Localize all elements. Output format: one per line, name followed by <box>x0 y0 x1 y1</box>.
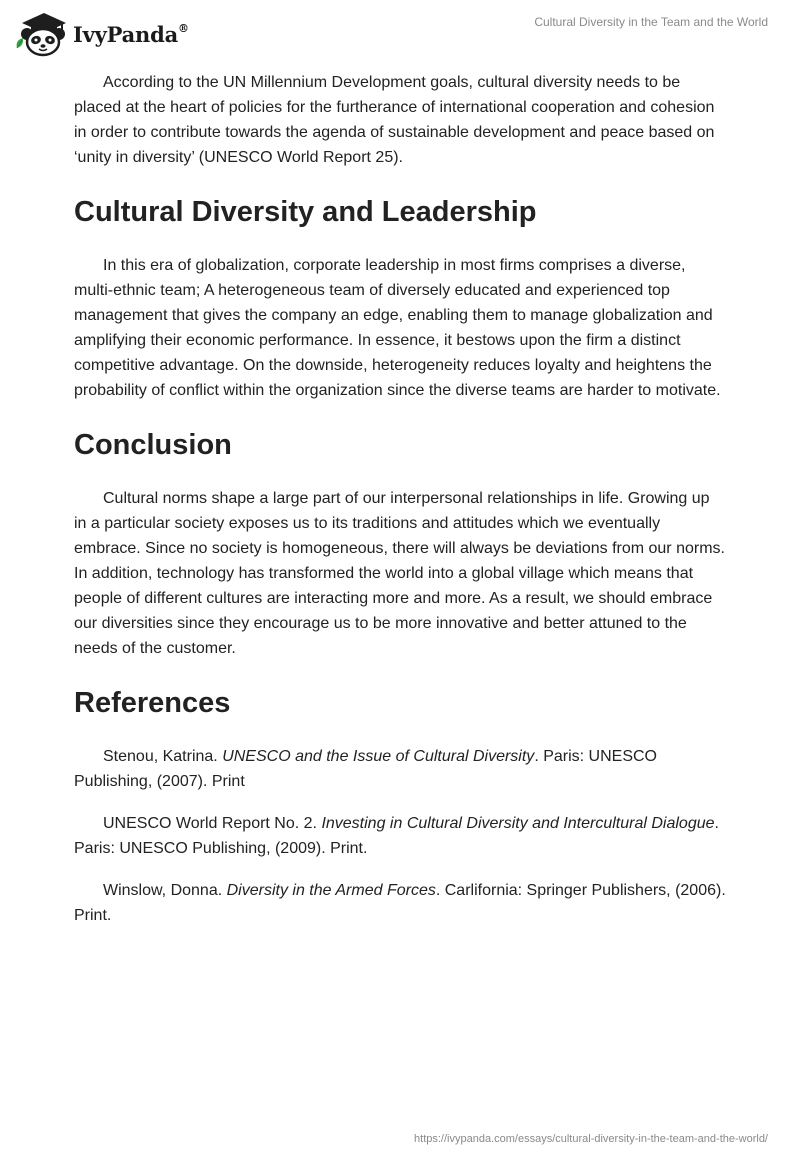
intro-paragraph: According to the UN Millennium Development goals, cultural diversity needs to be placed at the heart of policies for the furtherance of international cooperation and cohesion in order to contribute towards the agenda of sustainable development and peace based on ‘unity in diversity’ (UNESCO World Report 25). <box>74 74 715 166</box>
reference-item <box>74 811 726 861</box>
ivypanda-logo[interactable] <box>14 8 189 58</box>
brand-name-text: IvyPanda <box>73 21 179 47</box>
reference-title: Diversity in the Armed Forces <box>226 882 436 899</box>
reference-author: Stenou, Katrina. <box>103 748 223 765</box>
section-heading-conclusion: Conclusion <box>74 429 232 461</box>
registered-mark: ® <box>178 21 189 35</box>
reference-publisher: . Paris: UNESCO Publishing, (2007). Print <box>74 748 657 790</box>
source-url[interactable]: https://ivypanda.com/essays/cultural-diversity-in-the-team-and-the-world/ <box>414 1133 768 1145</box>
panda-graduate-icon <box>14 8 70 58</box>
conclusion-paragraph: Cultural norms shape a large part of our interpersonal relationships in life. Growing up in a particular society exposes us to its traditions and attitudes which we eventually embrace. Since no society is homogeneous, there will always be deviations from our norms. In addition, technology has transformed the world into a global village which means that people of different cultures are interacting more and more. As a result, we should embrace our diversities since they encourage us to be more innovative and better attuned to the needs of the customer. <box>74 490 725 657</box>
reference-title: Investing in Cultural Diversity and Intercultural Dialogue <box>321 815 715 832</box>
leadership-paragraph: In this era of globalization, corporate leadership in most firms comprises a diverse, multi-ethnic team; A heterogeneous team of diversely educated and experienced top management that gives the company an edge, enabling them to manage globalization and amplifying their economic performance. In essence, it bestows upon the firm a distinct competitive advantage. On the downside, heterogeneity reduces loyalty and heightens the probability of conflict within the organization since the diverse teams are harder to motivate. <box>74 257 721 399</box>
page-header <box>0 0 800 60</box>
references-heading: References <box>74 687 231 719</box>
reference-title: UNESCO and the Issue of Cultural Diversity <box>222 748 535 765</box>
section-heading-leadership: Cultural Diversity and Leadership <box>74 196 537 228</box>
essay-content <box>74 70 726 945</box>
reference-publisher: . Paris: UNESCO Publishing, (2009). Print. <box>74 815 719 857</box>
reference-item <box>74 744 726 794</box>
reference-author: UNESCO World Report No. 2. <box>103 815 322 832</box>
running-title: Cultural Diversity in the Team and the World <box>534 15 768 29</box>
reference-author: Winslow, Donna. <box>103 882 227 899</box>
reference-publisher: . Carlifornia: Springer Publishers, (2006). Print. <box>74 882 726 924</box>
reference-item <box>74 878 726 928</box>
brand-name <box>73 22 189 47</box>
